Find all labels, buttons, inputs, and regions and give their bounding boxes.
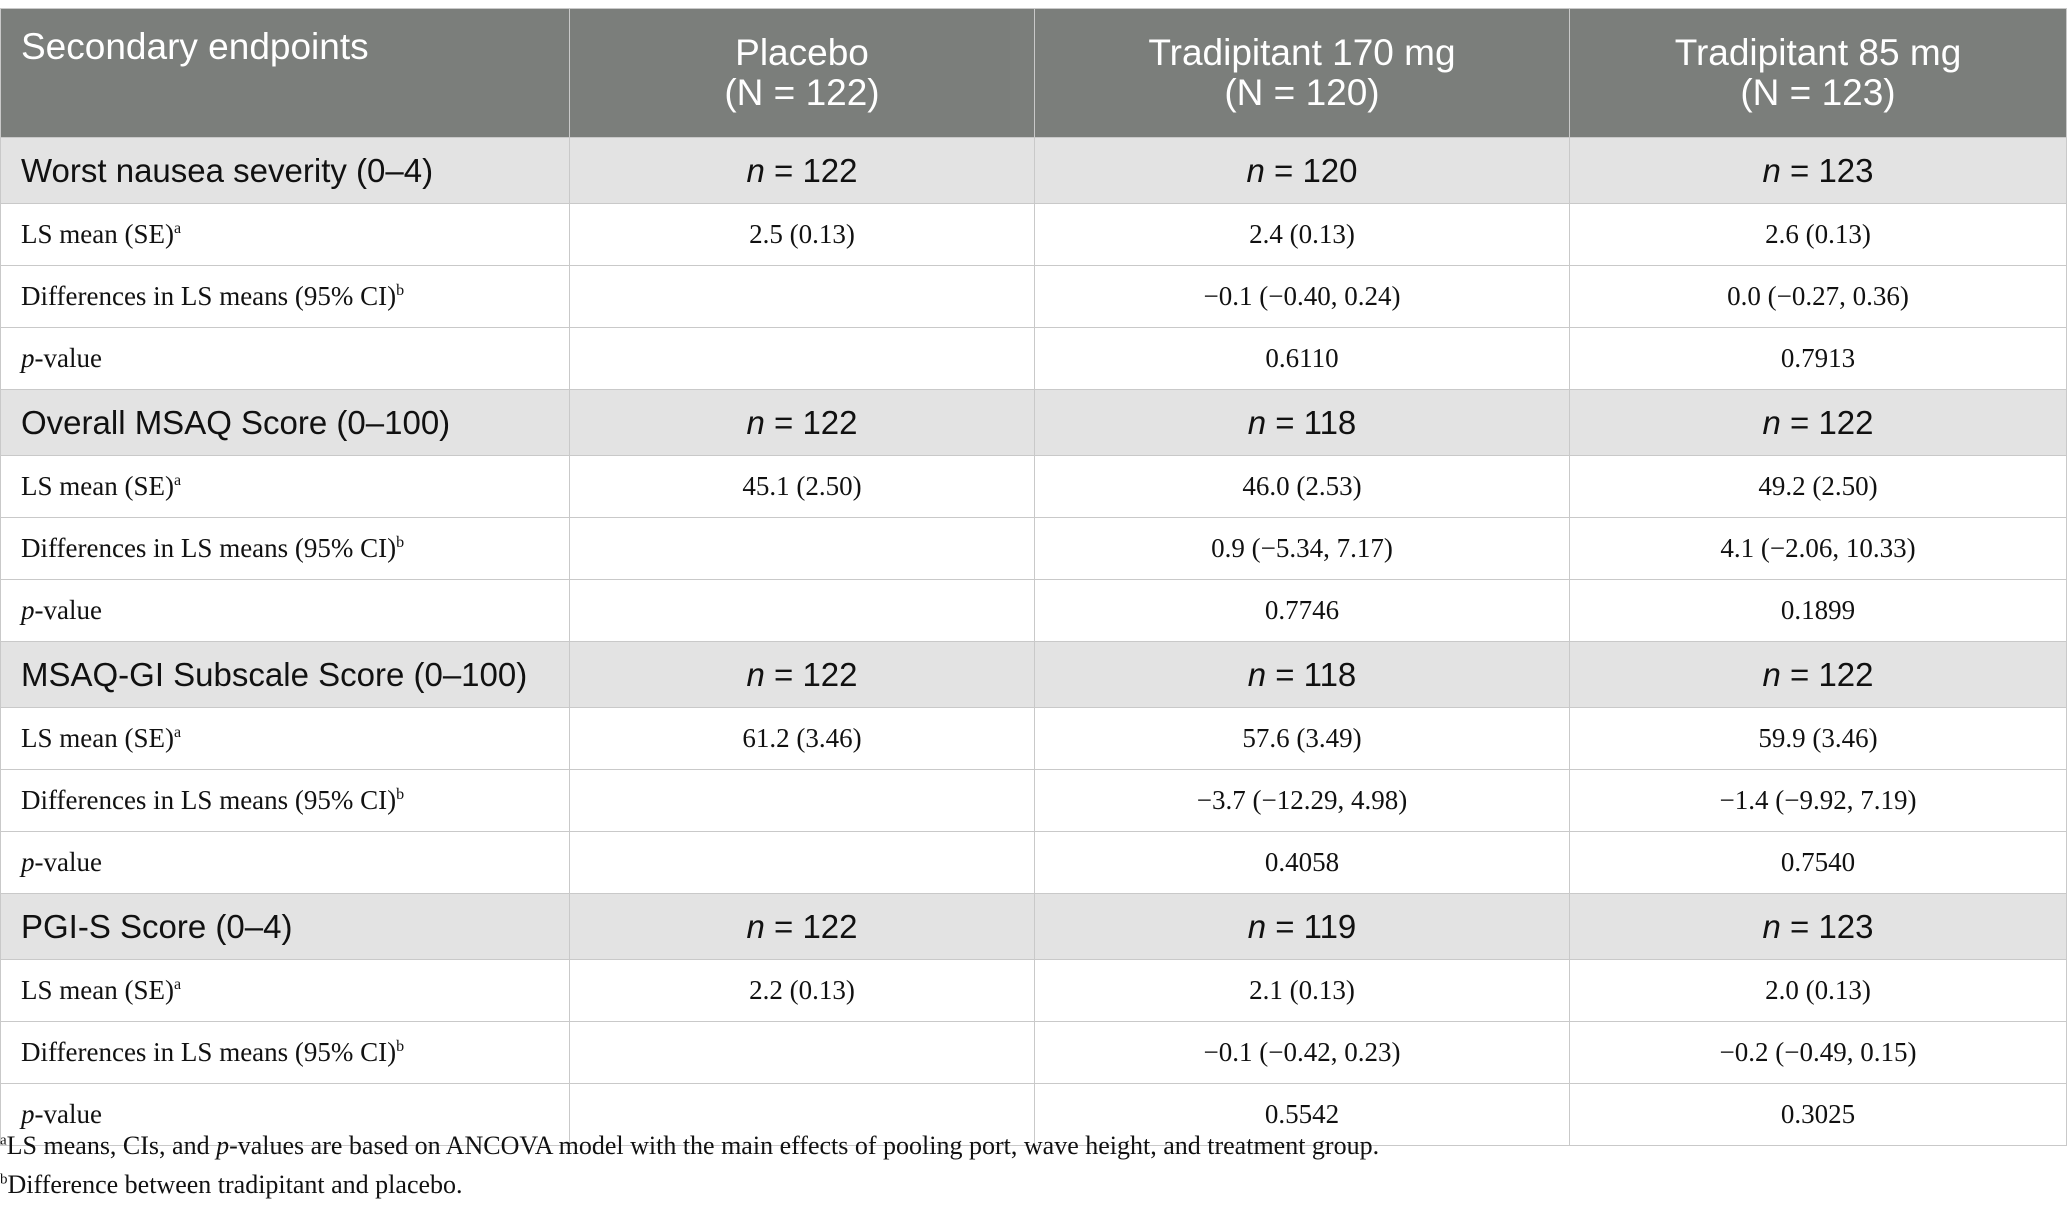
n-symbol: n	[1762, 907, 1781, 945]
value-cell: 61.2 (3.46)	[570, 708, 1035, 770]
value-cell: 2.6 (0.13)	[1570, 204, 2067, 266]
row-label-text: Differences in LS means (95% CI)	[21, 281, 397, 311]
value-cell	[570, 770, 1035, 832]
header-group-name: Placebo	[735, 32, 869, 73]
row-label-text: LS mean (SE)	[21, 471, 174, 501]
n-symbol: n	[746, 655, 765, 693]
value-cell	[570, 580, 1035, 642]
section-n-cell: n = 122	[570, 642, 1035, 708]
footnote-a	[0, 1131, 1379, 1161]
value-cell: 45.1 (2.50)	[570, 456, 1035, 518]
row-label-footnote-mark: a	[173, 724, 182, 741]
section-n-cell: n = 119	[1035, 894, 1570, 960]
difference-row	[1, 518, 2067, 580]
header-tradipitant-170	[1035, 9, 1570, 138]
footnote-mark: b	[0, 1171, 8, 1188]
row-label-italic: p	[21, 343, 35, 373]
section-header-row	[1, 642, 2067, 708]
section-header-row	[1, 894, 2067, 960]
row-label-footnote-mark: a	[173, 976, 182, 993]
difference-row	[1, 1022, 2067, 1084]
value-cell: 2.0 (0.13)	[1570, 960, 2067, 1022]
value-cell: 57.6 (3.49)	[1035, 708, 1570, 770]
value-cell	[570, 832, 1035, 894]
row-label	[1, 960, 570, 1022]
value-cell: 0.9 (−5.34, 7.17)	[1035, 518, 1570, 580]
footnote-text: LS means, CIs, and	[6, 1131, 217, 1160]
section-title: PGI-S Score (0–4)	[1, 894, 570, 960]
footnote-text: Difference between tradipitant and placebo.	[7, 1170, 463, 1199]
n-symbol: n	[1762, 403, 1781, 441]
value-cell: 0.5542	[1035, 1084, 1570, 1146]
n-symbol: n	[746, 907, 765, 945]
value-cell	[570, 1022, 1035, 1084]
value-cell	[570, 518, 1035, 580]
section-n-cell: n = 118	[1035, 390, 1570, 456]
row-label-text: -value	[34, 595, 102, 625]
header-group-name: Tradipitant 85 mg	[1674, 32, 1962, 73]
n-symbol: n	[1247, 403, 1267, 441]
n-symbol: n	[746, 151, 765, 189]
n-symbol: n	[1762, 151, 1781, 189]
ls-mean-row	[1, 960, 2067, 1022]
row-label-footnote-mark: a	[173, 472, 182, 489]
header-group-n: (N = 123)	[1740, 72, 1896, 113]
n-symbol: n	[1247, 655, 1267, 693]
difference-row	[1, 266, 2067, 328]
row-label	[1, 580, 570, 642]
section-n-cell: n = 122	[1570, 642, 2067, 708]
p-value-row	[1, 328, 2067, 390]
secondary-endpoints-table	[0, 8, 2067, 1149]
value-cell: 0.7913	[1570, 328, 2067, 390]
value-cell: 0.3025	[1570, 1084, 2067, 1146]
row-label-text: -value	[34, 847, 102, 877]
difference-row	[1, 770, 2067, 832]
value-cell: −0.1 (−0.42, 0.23)	[1035, 1022, 1570, 1084]
header-placebo	[570, 9, 1035, 138]
n-symbol: n	[1762, 655, 1781, 693]
section-n-cell: n = 123	[1570, 894, 2067, 960]
footnote-italic: p	[216, 1131, 230, 1160]
section-n-cell: n = 122	[570, 894, 1035, 960]
row-label-italic: p	[21, 1099, 35, 1129]
row-label-text: -value	[34, 1099, 102, 1129]
value-cell: 49.2 (2.50)	[1570, 456, 2067, 518]
value-cell: 46.0 (2.53)	[1035, 456, 1570, 518]
row-label	[1, 518, 570, 580]
ls-mean-row	[1, 456, 2067, 518]
row-label-footnote-mark: b	[396, 534, 405, 551]
row-label	[1, 832, 570, 894]
value-cell: 4.1 (−2.06, 10.33)	[1570, 518, 2067, 580]
footnote-mark: a	[0, 1132, 7, 1149]
table-body	[0, 138, 2067, 1149]
section-header-row	[1, 390, 2067, 456]
section-title: Overall MSAQ Score (0–100)	[1, 390, 570, 456]
section-n-cell: n = 122	[570, 390, 1035, 456]
value-cell	[570, 328, 1035, 390]
row-label-text: Differences in LS means (95% CI)	[21, 1037, 397, 1067]
value-cell: 2.4 (0.13)	[1035, 204, 1570, 266]
section-title: MSAQ-GI Subscale Score (0–100)	[1, 642, 570, 708]
n-symbol: n	[746, 403, 765, 441]
n-symbol: n	[1247, 907, 1267, 945]
row-label-footnote-mark: b	[396, 786, 405, 803]
value-cell: −0.1 (−0.40, 0.24)	[1035, 266, 1570, 328]
value-cell: −3.7 (−12.29, 4.98)	[1035, 770, 1570, 832]
header-tradipitant-85	[1570, 9, 2067, 138]
row-label-text: LS mean (SE)	[21, 723, 174, 753]
value-cell: 2.5 (0.13)	[570, 204, 1035, 266]
value-cell: 0.6110	[1035, 328, 1570, 390]
row-label-text: Differences in LS means (95% CI)	[21, 785, 397, 815]
value-cell: −0.2 (−0.49, 0.15)	[1570, 1022, 2067, 1084]
row-label-footnote-mark: a	[173, 220, 182, 237]
n-symbol: n	[1246, 151, 1265, 189]
row-label-footnote-mark: b	[396, 282, 405, 299]
value-cell: 59.9 (3.46)	[1570, 708, 2067, 770]
row-label	[1, 204, 570, 266]
section-title: Worst nausea severity (0–4)	[1, 138, 570, 204]
value-cell: 0.1899	[1570, 580, 2067, 642]
p-value-row	[1, 832, 2067, 894]
row-label-text: LS mean (SE)	[21, 975, 174, 1005]
value-cell: 0.7746	[1035, 580, 1570, 642]
value-cell: 0.4058	[1035, 832, 1570, 894]
row-label	[1, 770, 570, 832]
header-secondary-endpoints: Secondary endpoints	[1, 9, 570, 138]
value-cell: 0.0 (−0.27, 0.36)	[1570, 266, 2067, 328]
section-n-cell: n = 122	[570, 138, 1035, 204]
row-label-footnote-mark: b	[396, 1038, 405, 1055]
row-label	[1, 708, 570, 770]
row-label-text: LS mean (SE)	[21, 219, 174, 249]
row-label	[1, 1022, 570, 1084]
row-label	[1, 328, 570, 390]
value-cell: 2.1 (0.13)	[1035, 960, 1570, 1022]
row-label	[1, 266, 570, 328]
ls-mean-row	[1, 708, 2067, 770]
header-group-n: (N = 122)	[724, 72, 880, 113]
row-label-italic: p	[21, 595, 35, 625]
value-cell: 0.7540	[1570, 832, 2067, 894]
row-label-text: -value	[34, 343, 102, 373]
footnote-text: -values are based on ANCOVA model with the main effects of pooling port, wave height, and treatment group.	[229, 1131, 1380, 1160]
p-value-row	[1, 580, 2067, 642]
row-label-text: Differences in LS means (95% CI)	[21, 533, 397, 563]
ls-mean-row	[1, 204, 2067, 266]
header-group-name: Tradipitant 170 mg	[1148, 32, 1456, 73]
section-n-cell: n = 122	[1570, 390, 2067, 456]
footnote-b	[0, 1170, 463, 1200]
row-label	[1, 456, 570, 518]
section-n-cell: n = 123	[1570, 138, 2067, 204]
value-cell: −1.4 (−9.92, 7.19)	[1570, 770, 2067, 832]
value-cell: 2.2 (0.13)	[570, 960, 1035, 1022]
section-header-row	[1, 138, 2067, 204]
table-header-row	[1, 9, 2067, 138]
section-n-cell: n = 120	[1035, 138, 1570, 204]
row-label-italic: p	[21, 847, 35, 877]
value-cell	[570, 266, 1035, 328]
section-n-cell: n = 118	[1035, 642, 1570, 708]
header-group-n: (N = 120)	[1224, 72, 1380, 113]
